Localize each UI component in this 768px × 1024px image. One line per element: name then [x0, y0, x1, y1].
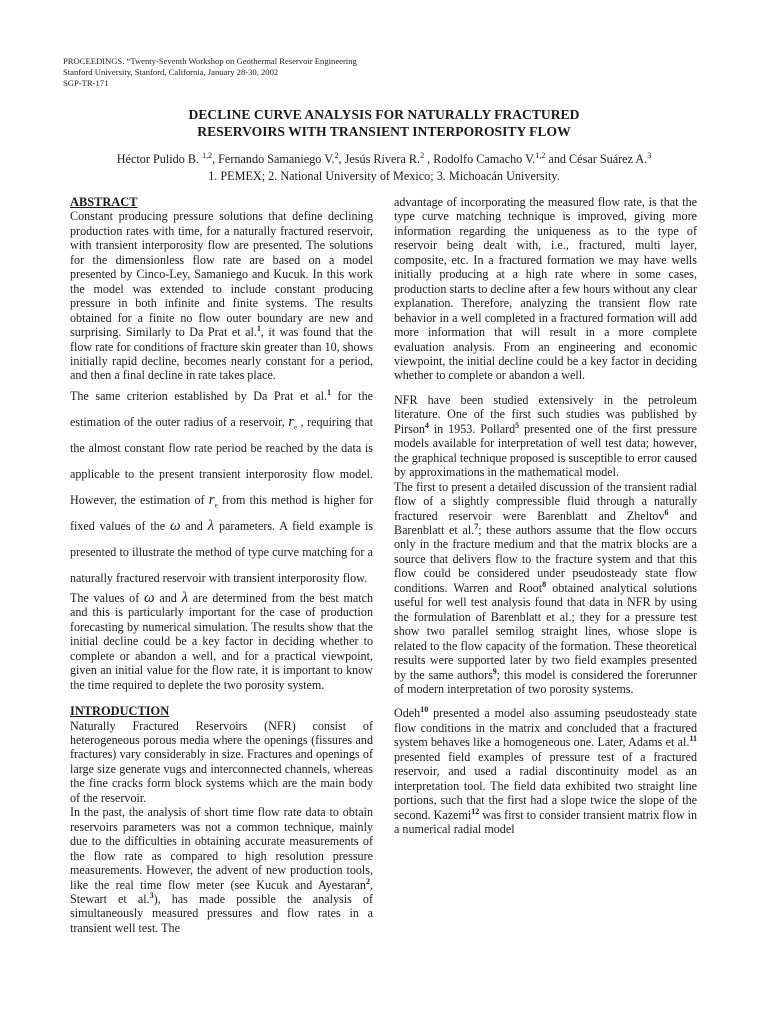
abstract-p3a-text: The values of [70, 590, 145, 605]
title-line-2: RESERVOIRS WITH TRANSIENT INTERPOROSITY FLOW [197, 124, 571, 139]
right-paragraph-1: advantage of incorporating the measured flow rate, is that the type curve matching technique is improved, giving more information regarding the uniqueness as to the type of reservoir being dealt with, i.e., fractured, multi layer, composite, etc. In a fractured formation we may have wells initially producing at a high rate where in some cases, production starts to decline after a few hours without any clear explanation. Therefore, analyzing the transient flow rate behavior in a well completed in a fractured formation will add more information that will result in a more complete evaluation analysis. From an engineering and economic viewpoint, the initial decline could be a key factor in deciding whether to complete or abandon a well. [394, 195, 697, 383]
and-word: and [154, 590, 182, 605]
citation-sup: 10 [420, 705, 429, 715]
abstract-p2b-text: , requiring that the almost constant flow rate period be reached by the data is applicable to the present transient interporosity flow model. However, the estimation of [70, 414, 373, 507]
right-paragraph-2 [394, 393, 697, 480]
radius-subscript: e [294, 423, 298, 432]
citation-sup: 2 [365, 876, 370, 886]
author-block [0, 151, 768, 185]
right-p4a-text: Odeh [394, 706, 421, 721]
right-p2c-text: presented one of the first pressure models available for interpretation of well test data; however, the graphical technique proposed is susceptible to error caused by approximations in the mathematical model. [394, 421, 697, 480]
abstract-p2a-text: The same criterion established by Da Prat et al. [70, 388, 327, 403]
author-5: and César Suárez A. [545, 152, 648, 166]
right-p3c-text: ; these authors assume that the flow occurs only in the fracture medium and that the matrix blocks are a source that delivers flow to the fracture system and that this flow could be considered under pseudosteady state flow conditions. Warren and Root [394, 522, 697, 595]
author-1-sup: 1,2 [202, 150, 213, 160]
header-line-1: PROCEEDINGS. “Twenty-Seventh Workshop on Geothermal Reservoir Engineering [63, 56, 357, 66]
intro-p2a-text: In the past, the analysis of short time flow rate data to obtain reservoirs parameters was not a common technique, mainly due to the difficulties in obtaining accurate measurements of the flow rate as compared to high resolution pressure measurements. However, the advent of new production tools, like the real time flow meter (see Kucuk and Ayestaran [70, 805, 373, 892]
citation-sup: 9 [492, 666, 497, 676]
abstract-paragraph-1 [70, 209, 373, 382]
citation-sup: 8 [542, 579, 547, 589]
citation-sup: 1 [256, 324, 261, 334]
and-word: and [180, 518, 208, 533]
citation-sup: 6 [664, 507, 669, 517]
author-4: , Rodolfo Camacho V. [424, 152, 536, 166]
omega-symbol: ω [144, 589, 155, 606]
header-line-2: Stanford University, Stanford, California, January 28-30, 2002 [63, 67, 279, 77]
abstract-p2a-tail: for the estimation of the outer radius of a reservoir, [70, 388, 373, 429]
citation-sup: 3 [149, 890, 154, 900]
right-p2a-text: NFR have been studied extensively in the petroleum literature. One of the first such studies was published by Pirson [394, 392, 697, 436]
right-p3e-text: ; this model is considered the forerunner of modern interpretation of two porosity systems. [394, 667, 698, 696]
proceedings-header [63, 56, 357, 89]
author-2: , Fernando Samaniego V. [212, 152, 335, 166]
abstract-p1-tail: , it was found that the flow rate for conditions of fracture skin greater than 10, shows initially rapid decline, becomes nearly constant for a period, and then a final decline in rate takes place. [70, 325, 373, 383]
paper-title [0, 106, 768, 140]
author-2-sup: 2 [334, 150, 339, 160]
radius-subscript: e [214, 501, 218, 510]
omega-symbol: ω [169, 517, 181, 534]
citation-sup: 1 [326, 387, 331, 397]
intro-paragraph-1: Naturally Fractured Reservoirs (NFR) consist of heterogeneous porous media where the openings (fissures and fractures) vary considerably in size. Fractures and openings of large size generate vugs and interconnected channels, whereas the fine cracks form block systems which are the main body of the reservoir. [70, 718, 373, 805]
radius-symbol: r [208, 491, 215, 508]
author-3: , Jesús Rivera R. [338, 152, 421, 166]
abstract-p1-text: Constant producing pressure solutions that define declining production rates with time, for a naturally fractured reservoir, with transient interporosity flow are presented. The solutions for the dimensionless flow rate are based on a model presented by Cinco-Ley, Samaniego and Kucuk. In this work the model was extended to include constant producing pressure in both infinite and finite systems. The results obtained for a finite no flow outer boundary are new and surprising. Similarly to Da Prat et al. [70, 209, 373, 340]
intro-p2c-text: ), has made possible the analysis of simultaneously measured pressures and flow rates in a transient well test. The [70, 891, 373, 935]
abstract-p2c-text: from this method is higher for fixed values of the [70, 492, 373, 533]
header-line-3: SGP-TR-171 [63, 78, 109, 88]
left-column [70, 195, 373, 935]
citation-sup: 12 [471, 806, 480, 816]
right-paragraph-4 [394, 706, 697, 836]
right-p4c-text: presented field examples of pressure test of a fractured reservoir, and used a radial discontinuity model as an interpretation tool. The field data exhibited two straight line portions, such that the first had a slope twice the slope of the second. Kazemi [394, 749, 697, 822]
citation-sup: 7 [474, 521, 479, 531]
citation-sup: 11 [689, 734, 697, 744]
author-list [0, 151, 768, 168]
author-3-sup: 2 [420, 150, 425, 160]
abstract-p3b-text: are determined from the best match and this is particularly important for the case of production forecasting by numerical simulation. The results show that the initial decline could be a key factor in deciding whether to complete or abandon a well, and for a practical viewpoint, given an initial value for the flow rate, it is important to know the time required to deplete the two porosity system. [70, 590, 373, 692]
title-line-1: DECLINE CURVE ANALYSIS FOR NATURALLY FRACTURED [188, 107, 580, 122]
intro-p2b-text: , Stewart et al. [70, 877, 373, 906]
abstract-p2d-text: parameters. A field example is presented to illustrate the method of type curve matching for a naturally fractured reservoir with transient interporosity flow. [70, 518, 374, 585]
author-1: Héctor Pulido B. [116, 152, 203, 166]
radius-symbol: r [288, 413, 295, 430]
right-p3a-text: The first to present a detailed discussion of the transient radial flow of a slightly compressible fluid through a naturally fractured reservoir were Barenblatt and Zheltov [394, 479, 697, 523]
author-5-sup: 3 [647, 150, 652, 160]
right-paragraph-3 [394, 480, 697, 697]
lambda-symbol: λ [207, 517, 215, 534]
abstract-heading: ABSTRACT [70, 195, 138, 209]
right-p4d-text: was first to consider transient matrix flow in a numerical radial model [394, 807, 698, 837]
right-p4b-text: presented a model also assuming pseudosteady state flow conditions in the matrix and concluded that a fractured system behaves like a homogeneous one. Later, Adams et al. [394, 706, 697, 750]
author-4-sup: 1,2 [535, 150, 546, 160]
introduction-heading: INTRODUCTION [70, 704, 170, 719]
abstract-paragraph-2 [70, 383, 373, 591]
affiliations: 1. PEMEX; 2. National University of Mexico; 3. Michoacán University. [208, 169, 560, 183]
abstract-paragraph-3 [70, 591, 373, 692]
lambda-symbol: λ [181, 589, 189, 606]
citation-sup: 4 [424, 420, 429, 430]
citation-sup: 5 [515, 420, 520, 430]
right-p3b-text: and Barenblatt et al. [394, 508, 697, 537]
right-p3d-text: obtained analytical solutions useful for well test analysis found that data in NFR by using the formulation of Barenblatt et al.; they for a pressure test show two parallel semilog straight lines, whose slope is related to the flow capacity of the formation. These theoretical results were supported later by two field examples presented by the same authors [394, 580, 697, 682]
right-column [394, 195, 697, 836]
right-p2b-text: in 1953. Pollard [428, 421, 516, 436]
intro-paragraph-2 [70, 805, 373, 935]
